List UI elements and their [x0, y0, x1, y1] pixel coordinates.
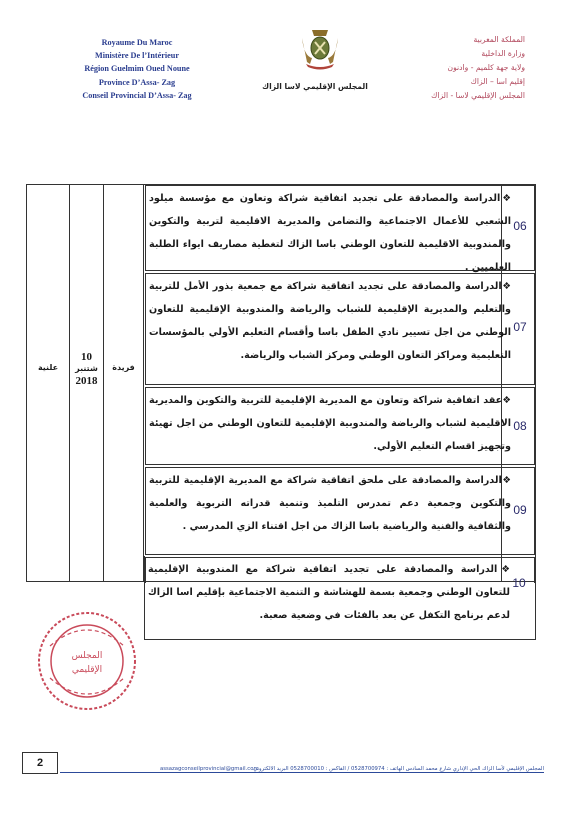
header-right-line: وزارة الداخلية: [481, 49, 525, 58]
session-date-day: 10: [81, 351, 92, 363]
header-arabic-block: [375, 33, 525, 103]
council-name-arabic: المجلس الإقليمي لاسا الزاك: [262, 82, 368, 91]
vote-type-label: علنية: [37, 363, 59, 372]
agenda-item-number: 06: [513, 219, 527, 233]
unanimity-label: فريدة: [112, 363, 135, 372]
header-left-line: Ministère De l’Intérieur: [95, 51, 179, 61]
header-right-line: ولاية جهة كلميم - وادنون: [447, 63, 525, 72]
header-left-line: Région Guelmim Oued Noune: [84, 64, 190, 74]
agenda-item-number: 07: [513, 320, 527, 334]
coat-of-arms-icon: [298, 28, 342, 70]
footer-divider: [60, 772, 544, 773]
footer-address: المجلس الإقليمي لأسا الزاك الحي الإداري شارع محمد السادس الهاتف : 0528700974 / الفاكس : 0528700010 البريد الالكتروني: [253, 766, 544, 772]
agenda-item-text: ❖الدراسة والمصادقة على تجديد اتفاقية شراكة مع المندوبية الإقليمية للتعاون الوطني وجمعية بسمة للهشاشة و التنمية الاجتماعية بإقليم اسا الزاك لدعم برنامج التكفل عن بعد بالفئات في وضعية صعبة.: [148, 564, 510, 621]
agenda-item-text: ❖الدراسة والمصادقة على تجديد اتفاقية شراكة مع جمعية بذور الأمل للتربية والتعليم والمديرية الإقليمية للشباب والرياضة والمندوبية الإقليمية للتعاون الوطني من اجل تسيير نادي الطفل باسا وأقسام التعليم الأولي بالمؤسسات التعليمية ومراكز التعاون الوطني ومركز الشباب والرياضة.: [149, 281, 511, 361]
footer-email: assazagconseilprovincial@gmail.com: [160, 766, 259, 772]
agenda-item-number: 08: [513, 419, 527, 433]
header-right-line: المملكة المغربية: [473, 35, 525, 44]
column-divider: [103, 185, 104, 581]
header-right-line: إقليم اسا – الزاك: [470, 77, 525, 86]
agenda-item-text: ❖الدراسة والمصادقة على ملحق اتفاقية شراكة مع المديرية الإقليمية للتربية والتكوين وجمعية دعم تمدرس التلميذ وتنمية قدراته التربوية والعلمية والثقافية والفنية والرياضية باسا الزاك من اجل اقتناء الزي المدرسي .: [149, 475, 511, 532]
session-date-year: 2018: [75, 375, 98, 387]
agenda-item-number: 09: [513, 503, 527, 517]
stamp-line: الإقليمي: [71, 665, 103, 675]
agenda-table: [26, 184, 536, 582]
header-french-block: [62, 36, 212, 102]
header-right-line: المجلس الإقليمي لاسا - الزاك: [431, 91, 525, 100]
agenda-item-text: ❖الدراسة والمصادقة على تجديد اتفاقية شراكة وتعاون مع مؤسسة ميلود الشعبي للأعمال الاجتماعية والتضامن والمديرية الاقليمية لتربية والتكوين والمندوبية الاقليمية للتعاون الوطني باسا الزاك لتغطية مصاريف ايواء الطلبة العلميين .: [149, 193, 511, 273]
official-stamp: [28, 606, 146, 716]
stamp-line: المجلس: [71, 651, 103, 661]
session-date: [70, 351, 103, 387]
agenda-item-text: ❖عقد اتفاقية شراكة وتعاون مع المديرية الإقليمية للتربية والتكوين والمديرية الاقليمية لشباب والرياضة والمندوبية الإقليمية للتعاون الوطني من اجل تهيئة وتجهيز اقسام التعليم الأولي.: [149, 395, 511, 452]
header-left-line: Royaume Du Maroc: [101, 38, 173, 47]
header-left-line: Province D’Assa- Zag: [98, 77, 176, 87]
agenda-item-number: 10: [512, 576, 526, 590]
header-left-line: Conseil Provincial D’Assa- Zag: [82, 90, 192, 100]
page-number: 2: [22, 752, 58, 774]
column-divider: [143, 185, 144, 581]
session-date-month: شتنبر: [75, 364, 98, 373]
